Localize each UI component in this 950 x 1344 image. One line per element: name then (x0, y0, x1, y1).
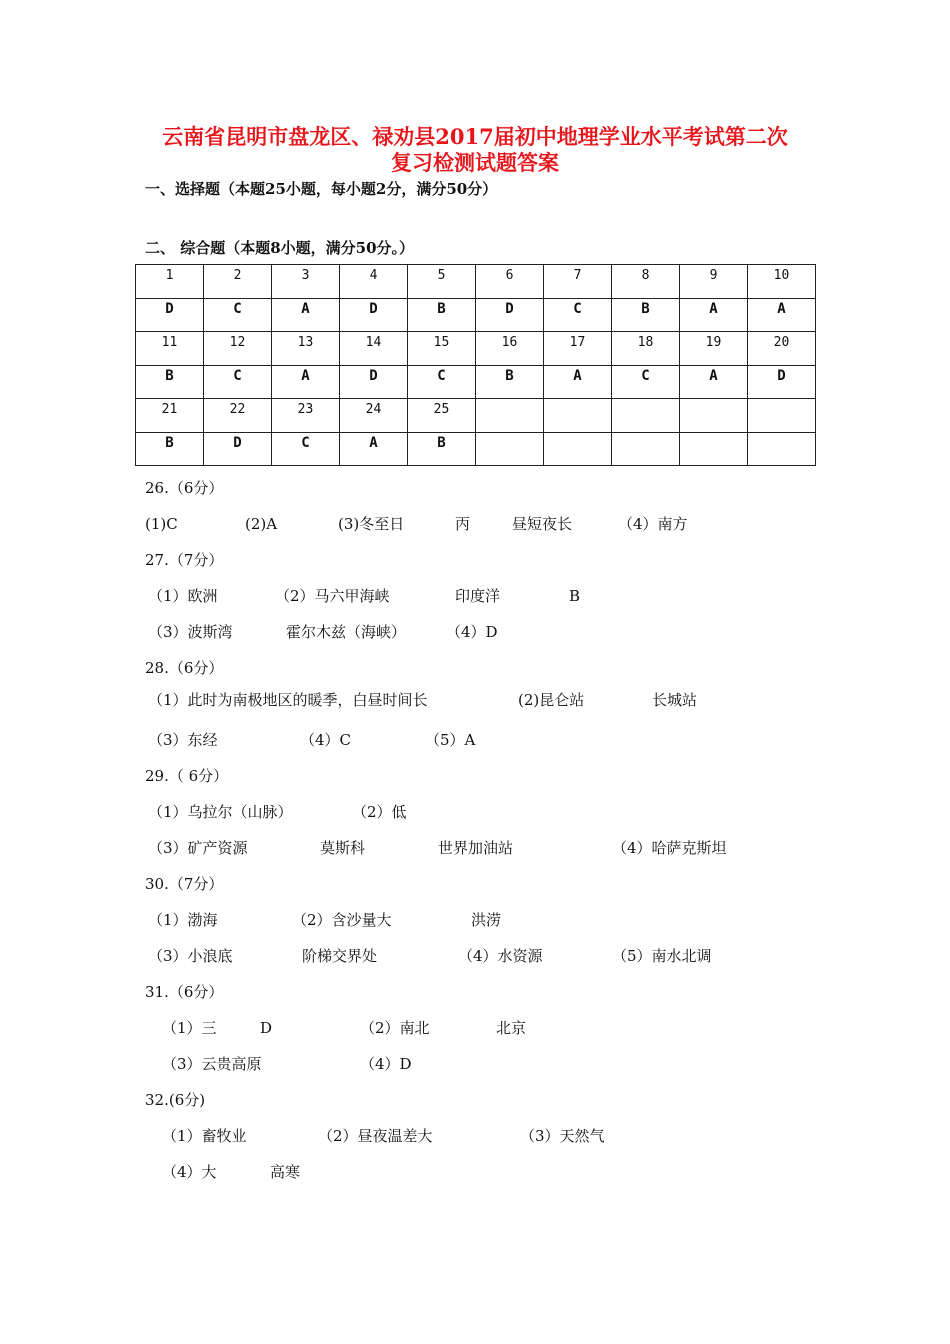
answer-letter-cell: C (408, 366, 476, 399)
q30-answer-4: （4）水资源 (458, 947, 543, 965)
question-number-cell: 20 (748, 332, 816, 366)
question-number-cell: 25 (408, 399, 476, 433)
question-number-row (136, 265, 816, 299)
question-number-cell (612, 399, 680, 433)
question-number-cell: 18 (612, 332, 680, 366)
answer-letter-cell: D (340, 299, 408, 332)
question-number-cell (680, 399, 748, 433)
q27-answer-2: （2）马六甲海峡 (275, 587, 390, 605)
question-number-cell: 5 (408, 265, 476, 299)
q30-answer-5: （5）南水北调 (612, 947, 712, 965)
answer-letter-cell: D (476, 299, 544, 332)
answer-letter-cell: B (136, 433, 204, 466)
answer-letter-row (136, 366, 816, 399)
q29-answer-1: （1）乌拉尔（山脉） (148, 803, 293, 821)
q26-answer-2: (2)A (245, 515, 278, 533)
answer-letter-cell: C (204, 299, 272, 332)
question-number-cell: 3 (272, 265, 340, 299)
question-number-cell (476, 399, 544, 433)
question-number-cell (544, 399, 612, 433)
question-number-cell: 13 (272, 332, 340, 366)
q26-answer-3: (3)冬至日 (338, 515, 405, 533)
answer-letter-cell (476, 433, 544, 466)
question-number-cell: 7 (544, 265, 612, 299)
question-number-cell: 14 (340, 332, 408, 366)
q32-answer-1: （1）畜牧业 (162, 1127, 247, 1145)
answer-letter-cell (544, 433, 612, 466)
q26-answer-3b: 丙 (455, 515, 471, 533)
document-title-line1: 云南省昆明市盘龙区、禄劝县2017届初中地理学业水平考试第二次 (162, 124, 788, 149)
answer-letter-cell: B (408, 433, 476, 466)
question-number-cell: 16 (476, 332, 544, 366)
answer-letter-cell: B (476, 366, 544, 399)
section-choice-heading: 一、选择题（本题25小题，每小题2分，满分50分） (145, 180, 498, 198)
q29-answer-4: （4）哈萨克斯坦 (612, 839, 727, 857)
q29-answer-2: （2）低 (352, 803, 407, 821)
answer-letter-cell: B (136, 366, 204, 399)
q28-answer-5: （5）A (425, 731, 476, 749)
q26-answer-3c: 昼短夜长 (512, 515, 573, 533)
q30-heading: 30.（7分） (145, 875, 224, 893)
q31-heading: 31.（6分） (145, 983, 224, 1001)
question-number-cell: 4 (340, 265, 408, 299)
q30-answer-3: （3）小浪底 (148, 947, 233, 965)
q27-answer-3: （3）波斯湾 (148, 623, 233, 641)
question-number-cell: 6 (476, 265, 544, 299)
q26-heading: 26.（6分） (145, 479, 224, 497)
answer-letter-cell: A (748, 299, 816, 332)
answer-letter-cell: C (272, 433, 340, 466)
q27-answer-3b: 霍尔木兹（海峡） (286, 623, 407, 641)
q32-answer-3: （3）天然气 (520, 1127, 605, 1145)
answer-letter-cell: B (612, 299, 680, 332)
q30-answer-2b: 洪涝 (471, 911, 502, 929)
q28-heading: 28.（6分） (145, 659, 224, 677)
answer-letter-cell: A (340, 433, 408, 466)
q31-answer-1: （1）三 (162, 1019, 217, 1037)
question-number-row (136, 332, 816, 366)
q28-answer-1: （1）此时为南极地区的暖季，白昼时间长 (148, 691, 428, 709)
q30-answer-1: （1）渤海 (148, 911, 218, 929)
q29-answer-3b: 莫斯科 (320, 839, 366, 857)
question-number-cell: 2 (204, 265, 272, 299)
q29-heading: 29.（ 6分） (145, 767, 229, 785)
answer-letter-cell: A (680, 366, 748, 399)
q30-answer-2: （2）含沙量大 (292, 911, 392, 929)
q28-answer-2b: 长城站 (652, 691, 698, 709)
question-number-cell: 17 (544, 332, 612, 366)
q32-answer-4: （4）大 (162, 1163, 217, 1181)
q26-answer-1: (1)C (145, 515, 178, 533)
question-number-cell: 24 (340, 399, 408, 433)
question-number-cell: 1 (136, 265, 204, 299)
q27-answer-2c: B (569, 587, 581, 605)
question-number-cell: 22 (204, 399, 272, 433)
q31-answer-1b: D (260, 1019, 273, 1037)
question-number-cell: 10 (748, 265, 816, 299)
answer-letter-cell: D (136, 299, 204, 332)
q31-answer-4: （4）D (360, 1055, 412, 1073)
answer-letter-row (136, 433, 816, 466)
question-number-cell (748, 399, 816, 433)
q27-answer-4: （4）D (446, 623, 498, 641)
answer-letter-row (136, 299, 816, 332)
question-number-cell: 21 (136, 399, 204, 433)
q31-answer-2: （2）南北 (360, 1019, 430, 1037)
q26-answer-4: （4）南方 (618, 515, 688, 533)
answer-letter-cell (748, 433, 816, 466)
question-number-cell: 23 (272, 399, 340, 433)
document-title-line2: 复习检测试题答案 (391, 150, 559, 175)
q27-answer-2b: 印度洋 (455, 587, 501, 605)
q28-answer-3: （3）东经 (148, 731, 218, 749)
answer-letter-cell: C (544, 299, 612, 332)
q29-answer-3c: 世界加油站 (438, 839, 514, 857)
answer-letter-cell: B (408, 299, 476, 332)
question-number-cell: 19 (680, 332, 748, 366)
answer-letter-cell: A (544, 366, 612, 399)
question-number-cell: 8 (612, 265, 680, 299)
question-number-row (136, 399, 816, 433)
q30-answer-3b: 阶梯交界处 (302, 947, 378, 965)
answer-letter-cell: C (612, 366, 680, 399)
question-number-cell: 15 (408, 332, 476, 366)
answer-letter-cell: A (272, 366, 340, 399)
q31-answer-3: （3）云贵高原 (162, 1055, 262, 1073)
answer-letter-cell: D (340, 366, 408, 399)
question-number-cell: 11 (136, 332, 204, 366)
answer-table (135, 264, 816, 466)
q32-answer-2: （2）昼夜温差大 (318, 1127, 433, 1145)
q27-heading: 27.（7分） (145, 551, 224, 569)
answer-letter-cell: D (748, 366, 816, 399)
q32-answer-4b: 高寒 (270, 1163, 301, 1181)
answer-letter-cell: C (204, 366, 272, 399)
answer-letter-cell (680, 433, 748, 466)
question-number-cell: 9 (680, 265, 748, 299)
q29-answer-3: （3）矿产资源 (148, 839, 248, 857)
answer-letter-cell: A (272, 299, 340, 332)
answer-letter-cell: D (204, 433, 272, 466)
answer-letter-cell: A (680, 299, 748, 332)
q28-answer-2: (2)昆仑站 (518, 691, 585, 709)
q32-heading: 32.(6分) (145, 1091, 206, 1109)
q28-answer-4: （4）C (300, 731, 352, 749)
section-comprehensive-heading: 二、 综合题（本题8小题，满分50分。） (145, 239, 415, 257)
q27-answer-1: （1）欧洲 (148, 587, 218, 605)
answer-letter-cell (612, 433, 680, 466)
question-number-cell: 12 (204, 332, 272, 366)
q31-answer-2b: 北京 (496, 1019, 527, 1037)
